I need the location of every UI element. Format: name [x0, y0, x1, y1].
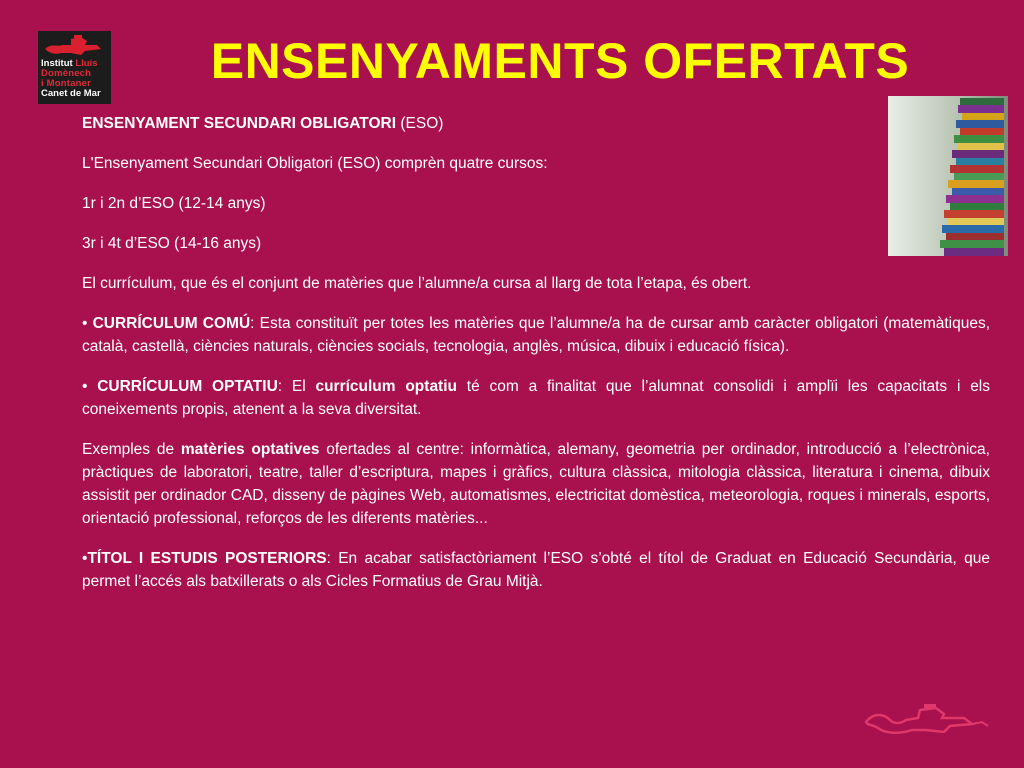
logo-line-1: Institut Lluís — [41, 58, 98, 69]
logo-line-3: i Montaner — [41, 78, 92, 89]
logo-line-4: Canet de Mar — [41, 88, 101, 99]
decorative-emblem-icon — [860, 700, 1000, 740]
school-logo — [38, 31, 111, 104]
curriculum-comu-paragraph: • CURRÍCULUM COMÚ: Esta constituït per totes les matèries que l’alumne/a ha de cursar amb caràcter obligatori (matemàtiques, català, castellà, ciències naturals, ciències socials, tecnologia, anglès, música, dibuix i educació física). — [82, 315, 991, 355]
cycle-2-paragraph: 3r i 4t d’ESO (14-16 anys) — [82, 235, 262, 252]
titol-paragraph: •TÍTOL I ESTUDIS POSTERIORS: En acabar satisfactòriament l’ESO s’obté el títol de Graduat en Educació Secundària, que permet l’accés als batxillerats o als Cicles Formatius de Grau Mitjà. — [82, 550, 990, 590]
school-emblem-icon — [41, 33, 107, 59]
logo-line-2: Domènech — [41, 68, 92, 79]
intro-paragraph: L'Ensenyament Secundari Obligatori (ESO) comprèn quatre cursos: — [82, 155, 548, 172]
page-title: ENSENYAMENTS OFERTATS — [210, 33, 910, 89]
optatives-examples-paragraph: Exemples de matèries optatives ofertades al centre: informàtica, alemany, geometria per ordinador, introducció a l’electrònica, pràctiques de laboratori, teatre, taller d’escriptura, mapes i gràfics, cultura clàssica, mitologia clàssica, literatura i cinema, dibuix assistit per ordinador CAD, disseny de pàgines Web, automatismes, electricitat domèstica, meteorologia, roques i minerals, esports, orientació professional, reforços de les diferents matèries... — [82, 441, 990, 527]
cycle-1-paragraph: 1r i 2n d’ESO (12-14 anys) — [82, 195, 266, 212]
main-content — [82, 112, 990, 610]
curriculum-optatiu-paragraph: • CURRÍCULUM OPTATIU: El currículum optatiu té com a finalitat que l’alumnat consolidi i amplïi les capacitats i els coneixements propis, atenent a la seva diversitat. — [82, 378, 991, 418]
section-heading: ENSENYAMENT SECUNDARI OBLIGATORI (ESO) — [82, 115, 444, 132]
curriculum-paragraph: El currículum, que és el conjunt de matèries que l’alumne/a cursa al llarg de tota l’etapa, és obert. — [82, 275, 752, 292]
